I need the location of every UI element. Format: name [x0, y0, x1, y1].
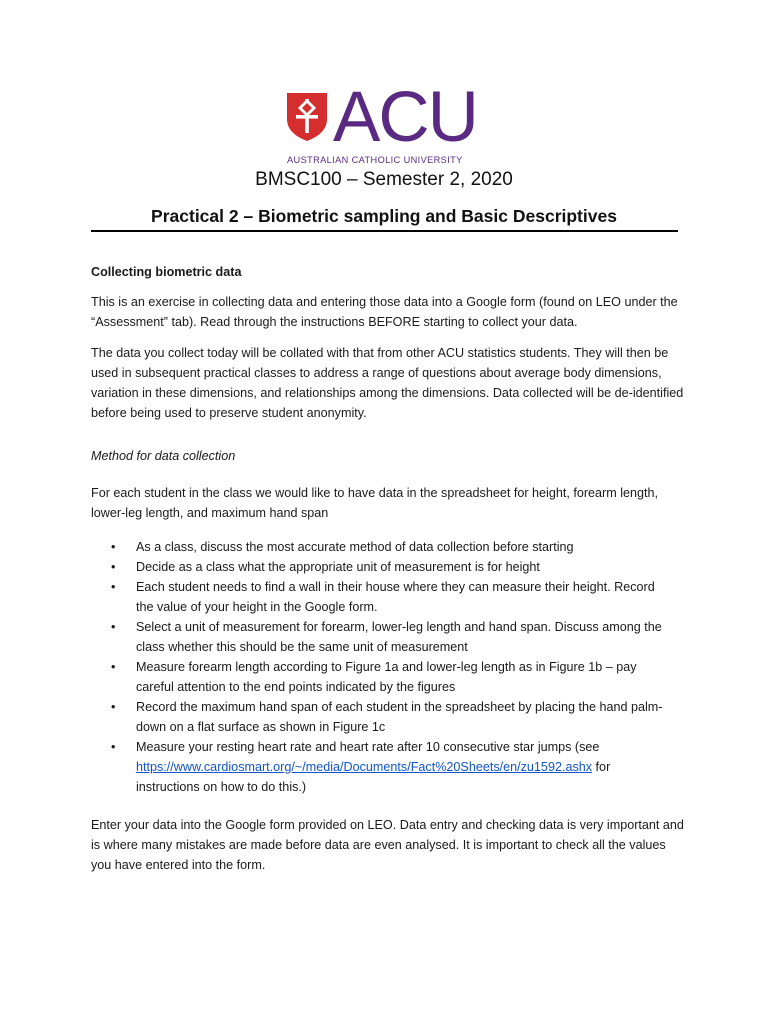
list-item: • Select a unit of measurement for forearm, lower-leg length and hand span. Discuss among the class whether this should be the same unit of measurement [111, 617, 671, 657]
method-intro: For each student in the class we would like to have data in the spreadsheet for height, forearm length, lower-leg length, and maximum hand span [91, 486, 659, 520]
acu-brand-text: ACU [333, 78, 477, 157]
instruction-list [111, 537, 671, 797]
intro-paragraph-1: This is an exercise in collecting data and entering those data into a Google form (found on LEO under the “Assessment” tab). Read through the instructions BEFORE starting to collect your data. [91, 295, 678, 329]
intro-paragraph-2: The data you collect today will be collated with that from other ACU statistics students. They will then be used in subsequent practical classes to address a range of questions about average body dimensions, variation in these dimensions, and relationships among the dimensions. Data collected will be de-identified before being used to preserve student anonymity. [91, 346, 684, 420]
acu-brand-subtitle: AUSTRALIAN CATHOLIC UNIVERSITY [287, 155, 463, 165]
cardiosmart-link[interactable]: https://www.cardiosmart.org/~/media/Documents/Fact%20Sheets/en/zu1592.ashx [136, 760, 593, 774]
list-item-text: for instructions on how to do this.) [136, 760, 611, 794]
list-item: • Decide as a class what the appropriate unit of measurement is for height [111, 557, 671, 577]
list-item-text: Measure your resting heart rate and heart rate after 10 consecutive star jumps (see [136, 740, 600, 754]
list-item: • Each student needs to find a wall in their house where they can measure their height. Record the value of your height in the Google form. [111, 577, 671, 617]
title-divider [91, 230, 678, 232]
list-item: • As a class, discuss the most accurate method of data collection before starting [111, 537, 671, 557]
method-heading: Method for data collection [91, 449, 236, 463]
list-item: • Measure forearm length according to Figure 1a and lower-leg length as in Figure 1b – pay careful attention to the end points indicated by the figures [111, 657, 671, 697]
list-item [111, 737, 671, 797]
collecting-heading: Collecting biometric data [91, 265, 242, 279]
closing-paragraph: Enter your data into the Google form provided on LEO. Data entry and checking data is very important and is where many mistakes are made before data are even analysed. It is important to check all the values you have entered into the form. [91, 818, 684, 872]
list-item: • Record the maximum hand span of each student in the spreadsheet by placing the hand palm-down on a flat surface as shown in Figure 1c [111, 697, 671, 737]
practical-title: Practical 2 – Biometric sampling and Basic Descriptives [151, 206, 617, 226]
acu-logo [287, 78, 487, 168]
course-title: BMSC100 – Semester 2, 2020 [255, 169, 513, 190]
acu-shield-icon [287, 93, 327, 141]
